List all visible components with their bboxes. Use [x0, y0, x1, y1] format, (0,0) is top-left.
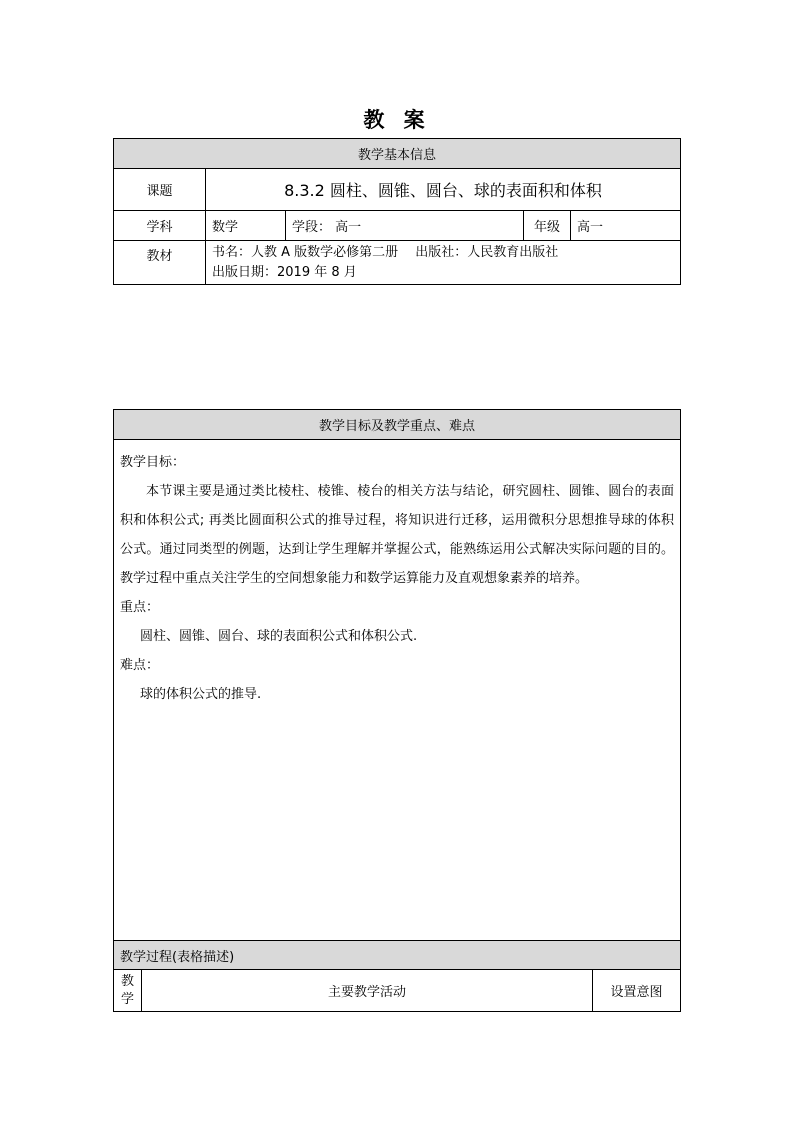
textbook-value — [206, 241, 681, 285]
process-col-teaching — [114, 970, 142, 1012]
topic-value: 8.3.2 圆柱、圆锥、圆台、球的表面积和体积 — [206, 169, 681, 211]
topic-label: 课题 — [114, 169, 206, 211]
process-col-intent: 设置意图 — [593, 970, 681, 1012]
key-text: 圆柱、圆锥、圆台、球的表面积公式和体积公式. — [140, 629, 418, 644]
process-header: 教学过程(表格描述) — [114, 941, 681, 970]
goal-label: 教学目标： — [120, 455, 186, 470]
subject-value: 数学 — [206, 211, 286, 241]
textbook-line-1: 书名：人教 A 版数学必修第二册 出版社：人民教育出版社 — [212, 245, 559, 260]
grade-value: 高一 — [571, 211, 681, 241]
textbook-line-2: 出版日期：2019 年 8 月 — [212, 265, 357, 280]
subject-label: 学科 — [114, 211, 206, 241]
textbook-label: 教材 — [114, 241, 206, 285]
grade-label: 年级 — [524, 211, 571, 241]
goal-text: 本节课主要是通过类比棱柱、棱锥、棱台的相关方法与结论，研究圆柱、圆锥、圆台的表面积和体积公式; 再类比圆面积公式的推导过程，将知识进行迁移，运用微积分思想推导球的体积公式。通过同类型的例题，达到让学生理解并掌握公式，能熟练运用公式解决实际问题的目的。教学过程中重点关注学生的空间想象能力和数学运算能力及直观想象素养的培养。 — [120, 484, 675, 586]
page-title: 教 案 — [363, 108, 431, 132]
objectives-header: 教学目标及教学重点、难点 — [114, 410, 681, 440]
process-col-teaching-line-2: 学 — [120, 991, 134, 1007]
difficulty-text: 球的体积公式的推导. — [140, 687, 262, 702]
basic-info-table — [113, 138, 681, 285]
stage-label: 学段： 高一 — [286, 211, 524, 241]
key-label: 重点： — [120, 600, 160, 615]
objectives-content — [114, 440, 681, 941]
process-col-activities: 主要教学活动 — [142, 970, 593, 1012]
difficulty-label: 难点： — [120, 658, 160, 673]
objectives-table — [113, 409, 681, 1012]
process-col-teaching-line-1: 教 — [120, 973, 134, 989]
basic-info-header: 教学基本信息 — [114, 139, 681, 169]
